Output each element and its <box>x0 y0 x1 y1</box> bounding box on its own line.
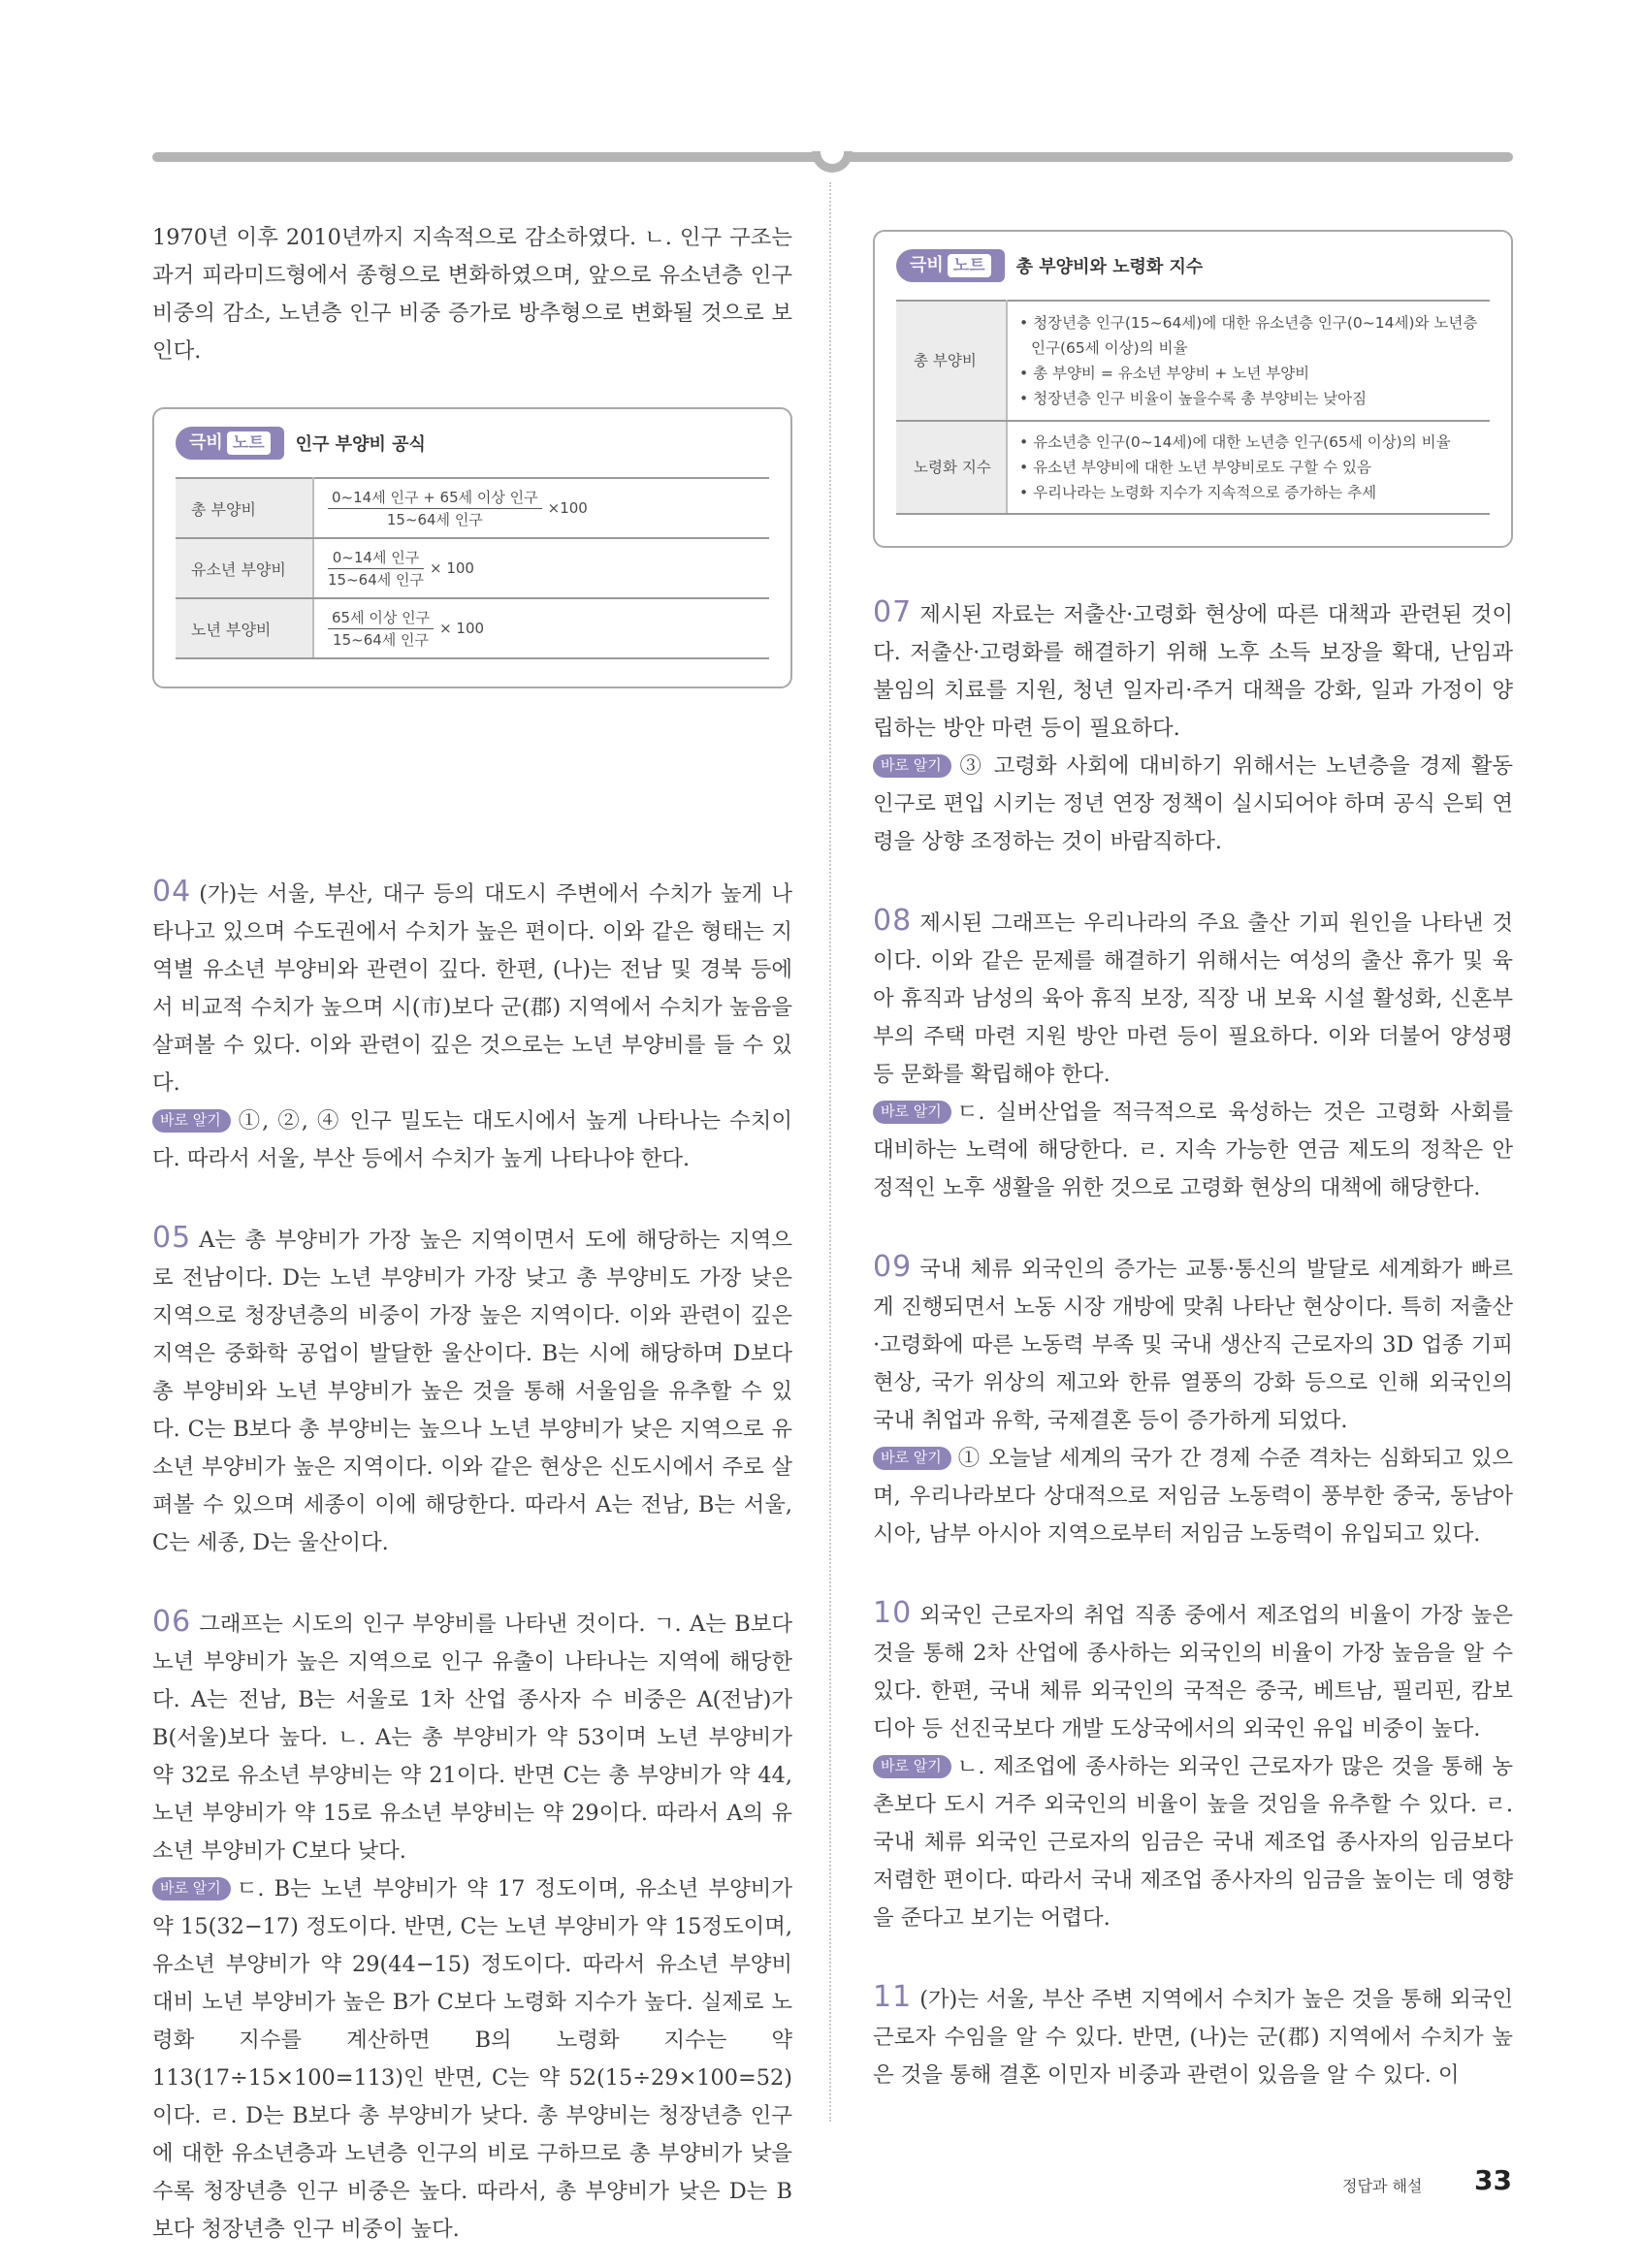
note2-row-items <box>1007 301 1490 421</box>
q09-check <box>873 1440 1513 1553</box>
q08-paragraph <box>873 902 1513 1094</box>
list-item-text: 총 부양비 = 유소년 부양비 + 노년 부양비 <box>1033 365 1310 382</box>
q04-number: 04 <box>152 875 192 909</box>
note-box-dependency-formula <box>152 407 792 688</box>
note2-table <box>896 300 1490 515</box>
list-item: • 유소년 부양비에 대한 노년 부양비로도 구할 수 있음 <box>1019 459 1372 476</box>
fraction <box>328 488 542 529</box>
spacer <box>152 1562 792 1603</box>
q06-check-text: ㄷ. B는 노년 부양비가 약 17 정도이며, 유소년 부양비가 약 15(32−17) 정도이다. 반면, C는 노년 부양비가 약 15정도이며, 유소년 부양비가 약 29(44−15) 정도이다. 따라서 유소년 부양비 대비 노년 부양비가 높은 B가 C보다 노령화 지수가 높다. 실제로 노령화 지수를 계산하면 B의 노령화 지수는 약 113(17÷15×100=113)인 반면, C는 약 52(15÷29×100=52)이다. ㄹ. D는 B보다 총 부양비가 낮다. 총 부양비는 청장년층 인구에 대한 유소년층과 노년층 인구의 비로 구하므로 총 부양비가 낮을수록 청장년층 인구 비중은 높다. 따라서, 총 부양비가 낮은 D는 B보다 청장년층 인구 비중이 높다. <box>152 1876 792 2242</box>
q06-text: 그래프는 시도의 인구 부양비를 나타낸 것이다. ㄱ. A는 B보다 노년 부양비가 높은 지역으로 인구 유출이 나타나는 지역에 해당한다. A는 전남, B는 서울로 1차 산업 종사자 수 비중은 A(전남)가 B(서울)보다 높다. ㄴ. A는 총 부양비가 약 53이며 노년 부양비가 약 32로 유소년 부양비는 약 21이다. 반면 C는 총 부양비가 약 44, 노년 부양비가 약 15로 유소년 부양비는 약 29이다. 따라서 A의 유소년 부양비가 C보다 낮다. <box>152 1612 792 1864</box>
note2-header <box>896 249 1203 282</box>
note1-row-label: 총 부양비 <box>176 478 313 538</box>
top-decorative-bar <box>152 147 1513 167</box>
fraction <box>328 608 434 650</box>
numerator: 65세 이상 인구 <box>328 608 434 629</box>
q09-number: 09 <box>873 1250 913 1284</box>
q04-check-tag: 바로 알기 <box>152 1109 231 1133</box>
note1-title: 인구 부양비 공식 <box>295 434 426 455</box>
list-item: • 청장년층 인구 비율이 높을수록 총 부양비는 낮아짐 <box>1019 390 1368 407</box>
note2-badge-b: 노트 <box>948 254 991 277</box>
q09-paragraph <box>873 1248 1513 1440</box>
q06-check-tag: 바로 알기 <box>152 1877 231 1901</box>
list-item-text: 유소년 부양비에 대한 노년 부양비로도 구할 수 있음 <box>1033 459 1372 476</box>
list-item-text: 청장년층 인구(15~64세)에 대한 유소년층 인구(0~14세)와 노년층 인구(65세 이상)의 비율 <box>1031 314 1478 357</box>
list-item: • 총 부양비 = 유소년 부양비 + 노년 부양비 <box>1019 365 1310 382</box>
denominator: 15~64세 인구 <box>386 510 483 528</box>
top-bar-notch <box>812 151 853 173</box>
table-row <box>176 598 769 658</box>
q07-check <box>873 748 1513 861</box>
page-footer <box>1342 2164 1517 2203</box>
note1-row-formula <box>313 598 769 658</box>
q04-paragraph <box>152 873 792 1102</box>
q08-check-text: ㄷ. 실버산업을 적극적으로 육성하는 것은 고령화 사회를 대비하는 노력에 해당한다. ㄹ. 지속 가능한 연금 제도의 정착은 안정적인 노후 생활을 위한 것으로 고령화 현상의 대책에 해당한다. <box>873 1100 1513 1200</box>
top-bar-left <box>152 152 821 162</box>
note2-row-label: 총 부양비 <box>896 301 1007 421</box>
table-row <box>176 538 769 598</box>
list-item: • 우리나라는 노령화 지수가 지속적으로 증가하는 추세 <box>1019 484 1377 501</box>
note2-row-items <box>1007 421 1490 514</box>
q05-paragraph <box>152 1219 792 1562</box>
q07-check-tag: 바로 알기 <box>873 754 951 778</box>
q04-text: (가)는 서울, 부산, 대구 등의 대도시 주변에서 수치가 높게 나타나고 있으며 수도권에서 수치가 높은 편이다. 이와 같은 형태는 지역별 유소년 부양비와 관련이 깊다. 한편, (나)는 전남 및 경북 등에서 비교적 수치가 높으며 시(市)보다 군(郡) 지역에서 수치가 높음을 살펴볼 수 있다. 이와 관련이 깊은 것으로는 노년 부양비를 들 수 있다. <box>152 881 792 1096</box>
note1-row-formula <box>313 538 769 598</box>
spacer <box>873 1553 1513 1594</box>
q10-check-tag: 바로 알기 <box>873 1755 951 1778</box>
q07-paragraph <box>873 593 1513 748</box>
q05-number: 05 <box>152 1221 192 1255</box>
spacer <box>873 1207 1513 1248</box>
q09-check-tag: 바로 알기 <box>873 1447 951 1470</box>
q07-number: 07 <box>873 595 913 629</box>
spacer <box>873 1937 1513 1978</box>
q10-paragraph <box>873 1594 1513 1748</box>
note1-badge-b: 노트 <box>227 431 271 455</box>
list-item: • 청장년층 인구(15~64세)에 대한 유소년층 인구(0~14세)와 노년층 인구(65세 이상)의 비율 <box>1019 314 1478 357</box>
q10-check-text: ㄴ. 제조업에 종사하는 외국인 근로자가 많은 것을 통해 농촌보다 도시 거주 외국인의 비율이 높을 것임을 유추할 수 있다. ㄹ. 국내 체류 외국인 근로자의 임금은 국내 제조업 종사자의 임금보다 저렴한 편이다. 따라서 국내 제조업 종사자의 임금을 높이는 데 영향을 준다고 보기는 어렵다. <box>873 1754 1513 1931</box>
note2-badge-a: 극비 <box>910 255 944 275</box>
spacer <box>152 1178 792 1219</box>
list-item-text: 청장년층 인구 비율이 높을수록 총 부양비는 낮아짐 <box>1033 390 1368 407</box>
q11-text: (가)는 서울, 부산 주변 지역에서 수치가 높은 것을 통해 외국인 근로자 수임을 알 수 있다. 반면, (나)는 군(郡) 지역에서 수치가 높은 것을 통해 결혼 이민자 비중과 관련이 있음을 알 수 있다. 이 <box>873 1987 1513 2088</box>
numerator: 0~14세 인구 <box>328 548 424 569</box>
note1-header <box>176 427 426 460</box>
note2-row-label: 노령화 지수 <box>896 421 1007 514</box>
q08-check-tag: 바로 알기 <box>873 1101 951 1124</box>
multiplier: ×100 <box>547 499 588 517</box>
note1-row-label: 유소년 부양비 <box>176 538 313 598</box>
table-row <box>896 301 1490 421</box>
q08-number: 08 <box>873 904 913 938</box>
fraction <box>328 548 424 590</box>
page-number: 33 <box>1474 2164 1512 2196</box>
note2-title: 총 부양비와 노령화 지수 <box>1015 257 1204 277</box>
denominator: 15~64세 인구 <box>328 570 424 589</box>
multiplier: × 100 <box>429 559 474 577</box>
top-bar-right <box>844 152 1513 162</box>
q04-check-text: ①, ②, ④ 인구 밀도는 대도시에서 높게 나타나는 수치이다. 따라서 서울, 부산 등에서 수치가 높게 나타나야 한다. <box>152 1108 792 1171</box>
list-item-text: 우리나라는 노령화 지수가 지속적으로 증가하는 추세 <box>1033 484 1377 501</box>
right-column <box>873 593 1513 2094</box>
q07-check-text: ③ 고령화 사회에 대비하기 위해서는 노년층을 경제 활동 인구로 편입 시키는 정년 연장 정책이 실시되어야 하며 공식 은퇴 연령을 상향 조정하는 것이 바람직하다. <box>873 753 1513 854</box>
table-row <box>176 478 769 538</box>
q08-text: 제시된 그래프는 우리나라의 주요 출산 기피 원인을 나타낸 것이다. 이와 같은 문제를 해결하기 위해서는 여성의 출산 휴가 및 육아 휴직과 남성의 육아 휴직 보장, 직장 내 보육 시설 활성화, 신혼부부의 주택 마련 지원 방안 마련 등이 필요하다. 이와 더불어 양성평등 문화를 확립해야 한다. <box>873 910 1513 1087</box>
note1-row-label: 노년 부양비 <box>176 598 313 658</box>
q09-check-text: ① 오늘날 세계의 국가 간 경제 수준 격차는 심화되고 있으며, 우리나라보다 상대적으로 저임금 노동력이 풍부한 중국, 동남아시아, 남부 아시아 지역으로부터 저임금 노동력이 유입되고 있다. <box>873 1446 1513 1547</box>
note2-badge <box>896 249 1005 282</box>
q06-paragraph <box>152 1603 792 1870</box>
spacer <box>873 861 1513 902</box>
q05-text: A는 총 부양비가 가장 높은 지역이면서 도에 해당하는 지역으로 전남이다. D는 노년 부양비가 가장 낮고 총 부양비도 가장 낮은 지역으로 청장년층의 비중이 가장 높은 지역이다. 이와 관련이 깊은 지역은 중화학 공업이 발달한 울산이다. B는 시에 해당하며 D보다 총 부양비와 노년 부양비가 높은 것을 통해 서울임을 유추할 수 있다. C는 B보다 총 부양비는 높으나 노년 부양비가 낮은 지역으로 유소년 부양비가 높은 지역이다. 이와 같은 현상은 신도시에서 주로 살펴볼 수 있으며 세종이 이에 해당한다. 따라서 A는 전남, B는 서울, C는 세종, D는 울산이다. <box>152 1228 792 1555</box>
q11-number: 11 <box>873 1980 913 2014</box>
q10-text: 외국인 근로자의 취업 직종 중에서 제조업의 비율이 가장 높은 것을 통해 2차 산업에 종사하는 외국인의 비율이 가장 높음을 알 수 있다. 한편, 국내 체류 외국인의 국적은 중국, 베트남, 필리핀, 캄보디아 등 선진국보다 개발 도상국에서의 외국인 유입 비중이 높다. <box>873 1603 1513 1741</box>
note1-row-formula <box>313 478 769 538</box>
q08-check <box>873 1094 1513 1207</box>
multiplier: × 100 <box>439 620 485 637</box>
q04-check <box>152 1102 792 1178</box>
q11-paragraph <box>873 1978 1513 2094</box>
denominator: 15~64세 인구 <box>333 630 430 649</box>
q06-number: 06 <box>152 1605 192 1639</box>
column-divider <box>829 182 831 2122</box>
q09-text: 국내 체류 외국인의 증가는 교통·통신의 발달로 세계화가 빠르게 진행되면서 노동 시장 개방에 맞춰 나타난 현상이다. 특히 저출산·고령화에 따른 노동력 부족 및 국내 생산직 근로자의 3D 업종 기피 현상, 국가 위상의 제고와 한류 열풍의 강화 등으로 인해 외국인의 국내 취업과 유학, 국제결혼 등이 증가하게 되었다. <box>873 1257 1513 1433</box>
note1-badge <box>176 427 284 460</box>
q06-check <box>152 1870 792 2249</box>
list-item-text: 유소년층 인구(0~14세)에 대한 노년층 인구(65세 이상)의 비율 <box>1033 433 1451 451</box>
list-item: • 유소년층 인구(0~14세)에 대한 노년층 인구(65세 이상)의 비율 <box>1019 433 1451 451</box>
note1-badge-a: 극비 <box>189 432 223 453</box>
q10-check <box>873 1748 1513 1937</box>
note-box-dependency-aging-index <box>873 230 1513 548</box>
intro-paragraph: 1970년 이후 2010년까지 지속적으로 감소하였다. ㄴ. 인구 구조는 과거 피라미드형에서 종형으로 변화하였으며, 앞으로 유소년층 인구 비중의 감소, 노년층 인구 비중 증가로 방추형으로 변화될 것으로 보인다. <box>152 225 792 364</box>
q07-text: 제시된 자료는 저출산·고령화 현상에 따른 대책과 관련된 것이다. 저출산·고령화를 해결하기 위해 노후 소득 보장을 확대, 난임과 불임의 치료를 지원, 청년 일자리·주거 대책을 강화, 일과 가정이 양립하는 방안 마련 등이 필요하다. <box>873 602 1513 741</box>
note1-table <box>176 477 769 659</box>
numerator: 0~14세 인구 + 65세 이상 인구 <box>328 488 542 509</box>
table-row <box>896 421 1490 514</box>
footer-label: 정답과 해설 <box>1342 2177 1423 2195</box>
q10-number: 10 <box>873 1596 913 1630</box>
